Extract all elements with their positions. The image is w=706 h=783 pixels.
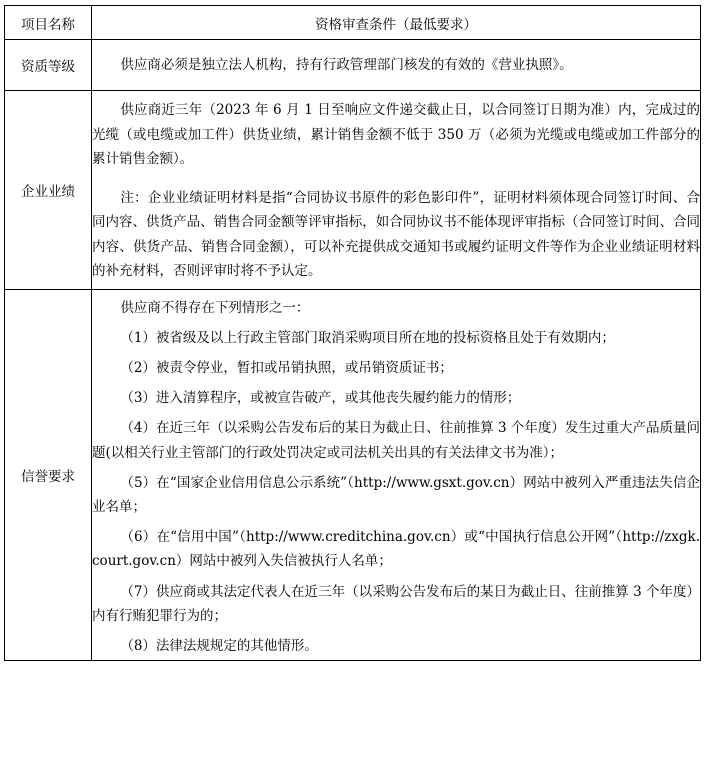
row-label: 资质等级 <box>5 40 92 91</box>
row-content <box>92 289 701 661</box>
row-label: 企业业绩 <box>5 91 92 290</box>
row-content <box>92 91 701 290</box>
paragraph: 供应商近三年（2023 年 6 月 1 日至响应文件递交截止日，以合同签订日期为准）内，完成过的光缆（或电缆或加工件）供货业绩，累计销售金额不低于 350 万（必须为光缆或电缆或加工件部分的累计销售金额）。 <box>92 102 700 167</box>
list-item: （1）被省级及以上行政主管部门取消采购项目所在地的投标资格且处于有效期内； <box>120 329 615 346</box>
list-item: （6）在“信用中国”（http://www.creditchina.gov.cn）或“中国执行信息公开网”（http://zxgk.court.gov.cn）网站中被列入失信被执行人名单； <box>92 529 700 570</box>
qualification-table <box>4 5 701 661</box>
row-label: 信誉要求 <box>5 289 92 661</box>
table-header-row <box>5 6 701 40</box>
list-item: （7）供应商或其法定代表人在近三年（以采购公告发布后的某日为截止日、往前推算 3 个年度）内有行贿犯罪行为的； <box>92 583 700 624</box>
list-item: （4）在近三年（以采购公告发布后的某日为截止日、往前推算 3 个年度）发生过重大产品质量问题(以相关行业主管部门的行政处罚决定或司法机关出具的有关法律文书为准）； <box>92 420 700 461</box>
row-content <box>92 40 701 91</box>
paragraph: 注：企业业绩证明材料是指“合同协议书原件的彩色影印件”，证明材料须体现合同签订时间、合同内容、供货产品、销售合同金额等评审指标，如合同协议书不能体现评审指标（合同签订时间、合同内容、供货产品、销售合同金额），可以补充提供成交通知书或履约证明文件等作为企业业绩证明材料的补充材料，否则评审时将不予认定。 <box>92 189 700 279</box>
list-item: （5）在“国家企业信用信息公示系统”（http://www.gsxt.gov.cn）网站中被列入严重违法失信企业名单； <box>92 474 700 515</box>
list-item: （3）进入清算程序，或被宣告破产，或其他丧失履约能力的情形； <box>120 390 521 407</box>
paragraph: 供应商不得存在下列情形之一： <box>120 299 310 316</box>
list-item: （8）法律法规规定的其他情形。 <box>120 637 318 654</box>
table-row <box>5 40 701 91</box>
table-row <box>5 289 701 661</box>
header-requirements: 资格审查条件（最低要求） <box>92 6 701 40</box>
list-item: （2）被责令停业，暂扣或吊销执照，或吊销资质证书； <box>120 359 453 376</box>
paragraph: 供应商必须是独立法人机构，持有行政管理部门核发的有效的《营业执照》。 <box>120 57 573 73</box>
table-row <box>5 91 701 290</box>
header-item-name: 项目名称 <box>5 6 92 40</box>
